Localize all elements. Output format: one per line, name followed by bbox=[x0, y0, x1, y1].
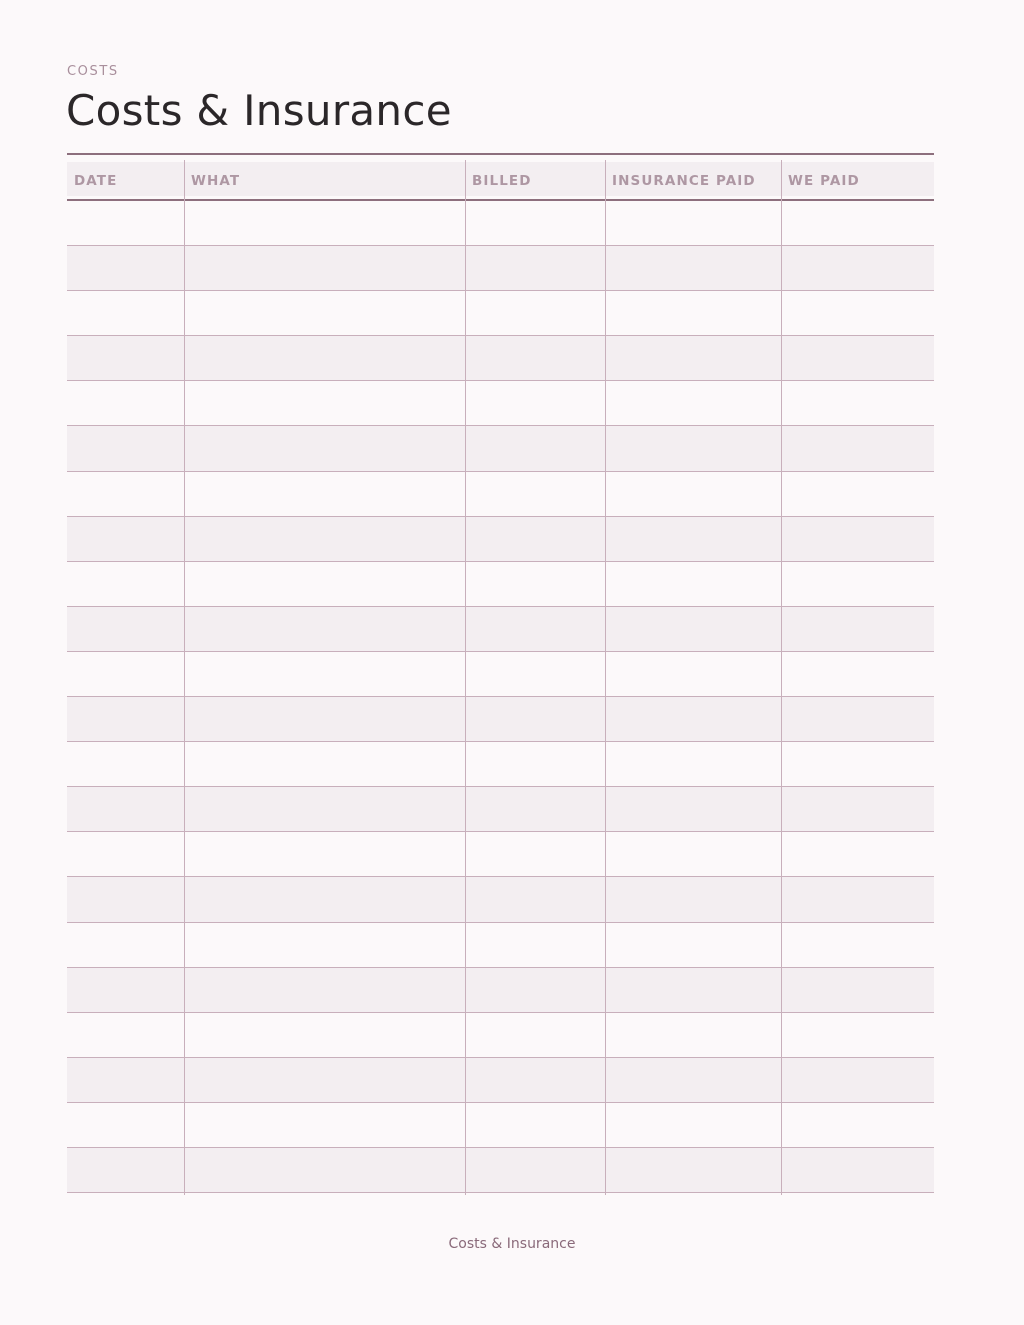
table-cell-we-paid[interactable] bbox=[781, 426, 934, 470]
page-eyebrow: COSTS bbox=[67, 64, 119, 79]
table-cell-date[interactable] bbox=[67, 246, 184, 290]
table-cell-what[interactable] bbox=[184, 1148, 465, 1192]
table-cell-what[interactable] bbox=[184, 426, 465, 470]
table-cell-date[interactable] bbox=[67, 923, 184, 967]
table-cell-we-paid[interactable] bbox=[781, 652, 934, 696]
table-cell-date[interactable] bbox=[67, 562, 184, 606]
column-header-billed: BILLED bbox=[472, 173, 532, 189]
table-row bbox=[67, 246, 934, 291]
table-cell-what[interactable] bbox=[184, 968, 465, 1012]
table-cell-what[interactable] bbox=[184, 1058, 465, 1102]
table-cell-insurance-paid[interactable] bbox=[605, 742, 781, 786]
table-cell-date[interactable] bbox=[67, 381, 184, 425]
table-cell-billed[interactable] bbox=[465, 923, 605, 967]
table-cell-we-paid[interactable] bbox=[781, 381, 934, 425]
table-row bbox=[67, 742, 934, 787]
table-cell-billed[interactable] bbox=[465, 246, 605, 290]
table-cell-date[interactable] bbox=[67, 787, 184, 831]
table-cell-billed[interactable] bbox=[465, 426, 605, 470]
table-cell-insurance-paid[interactable] bbox=[605, 201, 781, 245]
table-cell-we-paid[interactable] bbox=[781, 742, 934, 786]
table-cell-what[interactable] bbox=[184, 607, 465, 651]
table-cell-date[interactable] bbox=[67, 201, 184, 245]
table-cell-we-paid[interactable] bbox=[781, 877, 934, 921]
table-cell-insurance-paid[interactable] bbox=[605, 787, 781, 831]
table-cell-we-paid[interactable] bbox=[781, 291, 934, 335]
table-cell-date[interactable] bbox=[67, 336, 184, 380]
table-cell-insurance-paid[interactable] bbox=[605, 1148, 781, 1192]
table-row bbox=[67, 923, 934, 968]
table-body bbox=[67, 201, 934, 1193]
table-cell-date[interactable] bbox=[67, 832, 184, 876]
table-cell-billed[interactable] bbox=[465, 1148, 605, 1192]
table-cell-date[interactable] bbox=[67, 877, 184, 921]
table-cell-what[interactable] bbox=[184, 652, 465, 696]
table-cell-we-paid[interactable] bbox=[781, 1148, 934, 1192]
table-cell-insurance-paid[interactable] bbox=[605, 607, 781, 651]
table-cell-we-paid[interactable] bbox=[781, 1103, 934, 1147]
table-cell-date[interactable] bbox=[67, 1103, 184, 1147]
table-cell-billed[interactable] bbox=[465, 1013, 605, 1057]
table-cell-we-paid[interactable] bbox=[781, 336, 934, 380]
table-row bbox=[67, 787, 934, 832]
table-cell-we-paid[interactable] bbox=[781, 517, 934, 561]
table-cell-billed[interactable] bbox=[465, 968, 605, 1012]
table-cell-what[interactable] bbox=[184, 1013, 465, 1057]
column-header-what: WHAT bbox=[191, 173, 241, 189]
table-cell-what[interactable] bbox=[184, 923, 465, 967]
table-cell-what[interactable] bbox=[184, 381, 465, 425]
table-row bbox=[67, 1013, 934, 1058]
costs-table bbox=[67, 153, 934, 1193]
table-cell-billed[interactable] bbox=[465, 517, 605, 561]
table-cell-billed[interactable] bbox=[465, 697, 605, 741]
table-cell-insurance-paid[interactable] bbox=[605, 832, 781, 876]
table-cell-date[interactable] bbox=[67, 652, 184, 696]
table-row bbox=[67, 832, 934, 877]
table-header-row bbox=[67, 155, 934, 201]
table-cell-insurance-paid[interactable] bbox=[605, 1058, 781, 1102]
table-cell-billed[interactable] bbox=[465, 1058, 605, 1102]
table-cell-insurance-paid[interactable] bbox=[605, 923, 781, 967]
table-cell-insurance-paid[interactable] bbox=[605, 968, 781, 1012]
table-cell-we-paid[interactable] bbox=[781, 968, 934, 1012]
table-cell-insurance-paid[interactable] bbox=[605, 697, 781, 741]
table-cell-we-paid[interactable] bbox=[781, 1013, 934, 1057]
table-row bbox=[67, 652, 934, 697]
page-footer: Costs & Insurance bbox=[448, 1236, 576, 1252]
table-row bbox=[67, 968, 934, 1013]
table-cell-billed[interactable] bbox=[465, 291, 605, 335]
table-cell-insurance-paid[interactable] bbox=[605, 246, 781, 290]
table-cell-insurance-paid[interactable] bbox=[605, 562, 781, 606]
column-header-we-paid: WE PAID bbox=[788, 173, 860, 189]
table-cell-billed[interactable] bbox=[465, 877, 605, 921]
table-cell-billed[interactable] bbox=[465, 1103, 605, 1147]
table-cell-what[interactable] bbox=[184, 336, 465, 380]
table-cell-date[interactable] bbox=[67, 1148, 184, 1192]
table-cell-what[interactable] bbox=[184, 472, 465, 516]
column-divider bbox=[184, 160, 185, 1195]
page-title: Costs & Insurance bbox=[66, 86, 452, 135]
table-cell-insurance-paid[interactable] bbox=[605, 1103, 781, 1147]
table-row bbox=[67, 517, 934, 562]
table-cell-what[interactable] bbox=[184, 742, 465, 786]
column-header-date: DATE bbox=[74, 173, 118, 189]
table-row bbox=[67, 562, 934, 607]
table-row bbox=[67, 201, 934, 246]
table-cell-we-paid[interactable] bbox=[781, 201, 934, 245]
table-cell-billed[interactable] bbox=[465, 607, 605, 651]
column-header-insurance-paid: INSURANCE PAID bbox=[612, 173, 756, 189]
table-row bbox=[67, 291, 934, 336]
table-row bbox=[67, 1103, 934, 1148]
table-cell-billed[interactable] bbox=[465, 201, 605, 245]
table-cell-billed[interactable] bbox=[465, 381, 605, 425]
table-row bbox=[67, 381, 934, 426]
table-cell-date[interactable] bbox=[67, 1058, 184, 1102]
table-row bbox=[67, 607, 934, 652]
table-cell-insurance-paid[interactable] bbox=[605, 426, 781, 470]
table-cell-billed[interactable] bbox=[465, 742, 605, 786]
table-cell-what[interactable] bbox=[184, 832, 465, 876]
table-cell-insurance-paid[interactable] bbox=[605, 381, 781, 425]
table-cell-date[interactable] bbox=[67, 742, 184, 786]
column-divider bbox=[465, 160, 466, 1195]
table-cell-what[interactable] bbox=[184, 787, 465, 831]
table-row bbox=[67, 472, 934, 517]
table-cell-billed[interactable] bbox=[465, 787, 605, 831]
table-cell-billed[interactable] bbox=[465, 336, 605, 380]
table-cell-date[interactable] bbox=[67, 426, 184, 470]
table-cell-what[interactable] bbox=[184, 291, 465, 335]
table-cell-what[interactable] bbox=[184, 246, 465, 290]
table-row bbox=[67, 697, 934, 742]
table-cell-billed[interactable] bbox=[465, 652, 605, 696]
table-cell-we-paid[interactable] bbox=[781, 923, 934, 967]
column-divider bbox=[781, 160, 782, 1195]
table-cell-insurance-paid[interactable] bbox=[605, 336, 781, 380]
table-cell-billed[interactable] bbox=[465, 472, 605, 516]
table-cell-we-paid[interactable] bbox=[781, 562, 934, 606]
table-row bbox=[67, 877, 934, 922]
table-cell-we-paid[interactable] bbox=[781, 472, 934, 516]
table-cell-we-paid[interactable] bbox=[781, 607, 934, 651]
table-cell-what[interactable] bbox=[184, 201, 465, 245]
table-cell-what[interactable] bbox=[184, 562, 465, 606]
table-cell-we-paid[interactable] bbox=[781, 1058, 934, 1102]
table-cell-insurance-paid[interactable] bbox=[605, 877, 781, 921]
table-cell-date[interactable] bbox=[67, 968, 184, 1012]
table-cell-billed[interactable] bbox=[465, 562, 605, 606]
table-cell-insurance-paid[interactable] bbox=[605, 472, 781, 516]
table-cell-insurance-paid[interactable] bbox=[605, 652, 781, 696]
table-cell-what[interactable] bbox=[184, 877, 465, 921]
table-cell-we-paid[interactable] bbox=[781, 246, 934, 290]
table-cell-insurance-paid[interactable] bbox=[605, 291, 781, 335]
table-cell-date[interactable] bbox=[67, 472, 184, 516]
table-cell-we-paid[interactable] bbox=[781, 832, 934, 876]
column-divider bbox=[605, 160, 606, 1195]
table-cell-date[interactable] bbox=[67, 291, 184, 335]
table-cell-we-paid[interactable] bbox=[781, 697, 934, 741]
table-cell-date[interactable] bbox=[67, 1013, 184, 1057]
table-row bbox=[67, 1148, 934, 1193]
table-cell-what[interactable] bbox=[184, 697, 465, 741]
table-row bbox=[67, 336, 934, 381]
table-cell-what[interactable] bbox=[184, 1103, 465, 1147]
table-row bbox=[67, 1058, 934, 1103]
table-cell-insurance-paid[interactable] bbox=[605, 517, 781, 561]
table-row bbox=[67, 426, 934, 471]
table-cell-date[interactable] bbox=[67, 517, 184, 561]
table-cell-date[interactable] bbox=[67, 607, 184, 651]
table-cell-date[interactable] bbox=[67, 697, 184, 741]
table-cell-billed[interactable] bbox=[465, 832, 605, 876]
table-cell-insurance-paid[interactable] bbox=[605, 1013, 781, 1057]
table-cell-we-paid[interactable] bbox=[781, 787, 934, 831]
table-cell-what[interactable] bbox=[184, 517, 465, 561]
